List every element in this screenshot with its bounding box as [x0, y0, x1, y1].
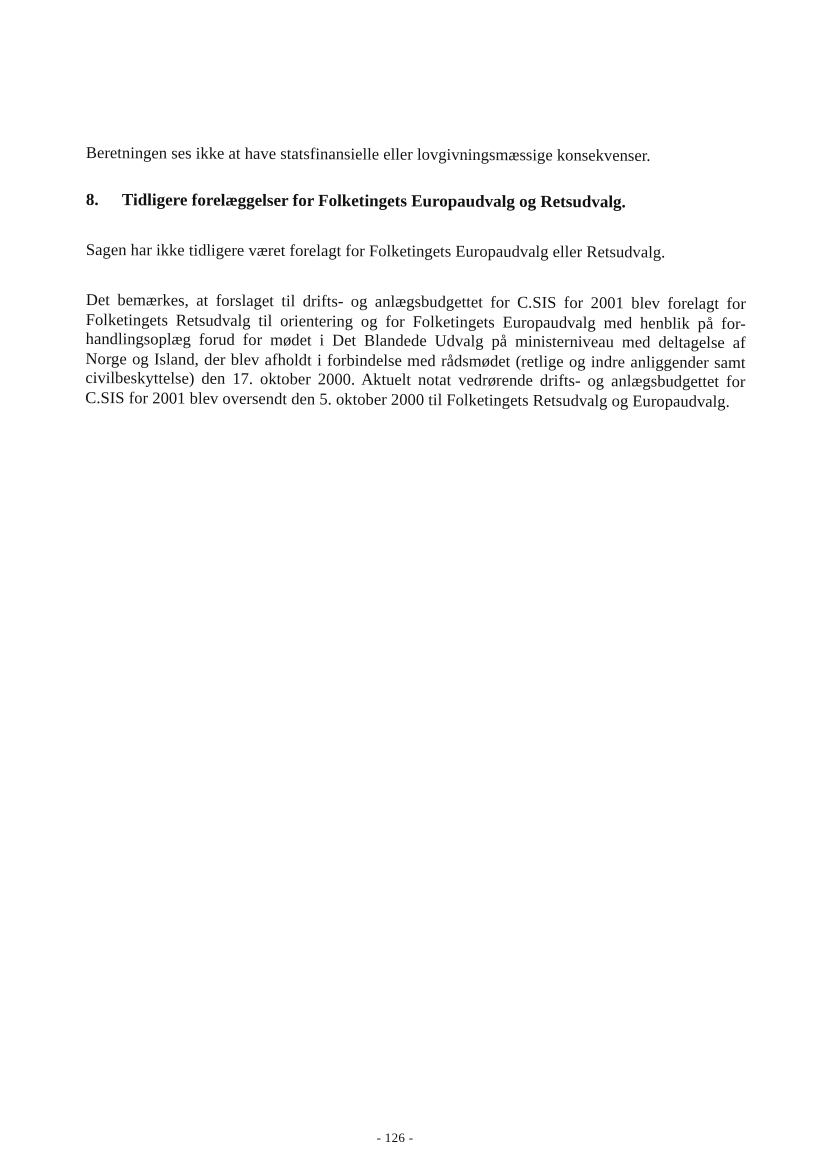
- paragraph-line: Det bemærkes, at forslaget til drifts- og anlægsbudgettet for C.SIS for 2001 blev forelagt for: [85, 290, 746, 314]
- paragraph-consequences: Beretningen ses ikke at have statsfinansielle eller lovgivningsmæssige konsekvenser.: [85, 143, 651, 165]
- paragraph-not-previously-submitted: Sagen har ikke tidligere været forelagt for Folketingets Europaudvalg eller Retsudvalg.: [85, 240, 666, 262]
- paragraph-budget-note: [85, 290, 746, 411]
- paragraph-line: handlingsoplæg forud for mødet i Det Blandede Udvalg på ministerniveau med deltagelse af: [85, 328, 746, 353]
- paragraph-line: Folketingets Retsudvalg til orientering og for Folketingets Europaudvalg med henblik på for-: [85, 309, 746, 333]
- section-heading: [86, 190, 746, 213]
- paragraph-line: C.SIS for 2001 blev oversendt den 5. oktober 2000 til Folketingets Retsudvalg og Europaudvalg.: [85, 387, 730, 411]
- paragraph-line: civilbeskyttelse) den 17. oktober 2000. Aktuelt notat vedrørende drifts- og anlægsbudgettet for: [85, 367, 746, 392]
- page-number: - 126 -: [376, 1130, 414, 1145]
- section-number: 8.: [85, 190, 99, 210]
- paragraph-line: Norge og Island, der blev afholdt i forbindelse med rådsmødet (retlige og indre anliggender samt: [85, 348, 746, 372]
- section-title: Tidligere forelæggelser for Folketingets Europaudvalg og Retsudvalg.: [121, 190, 626, 212]
